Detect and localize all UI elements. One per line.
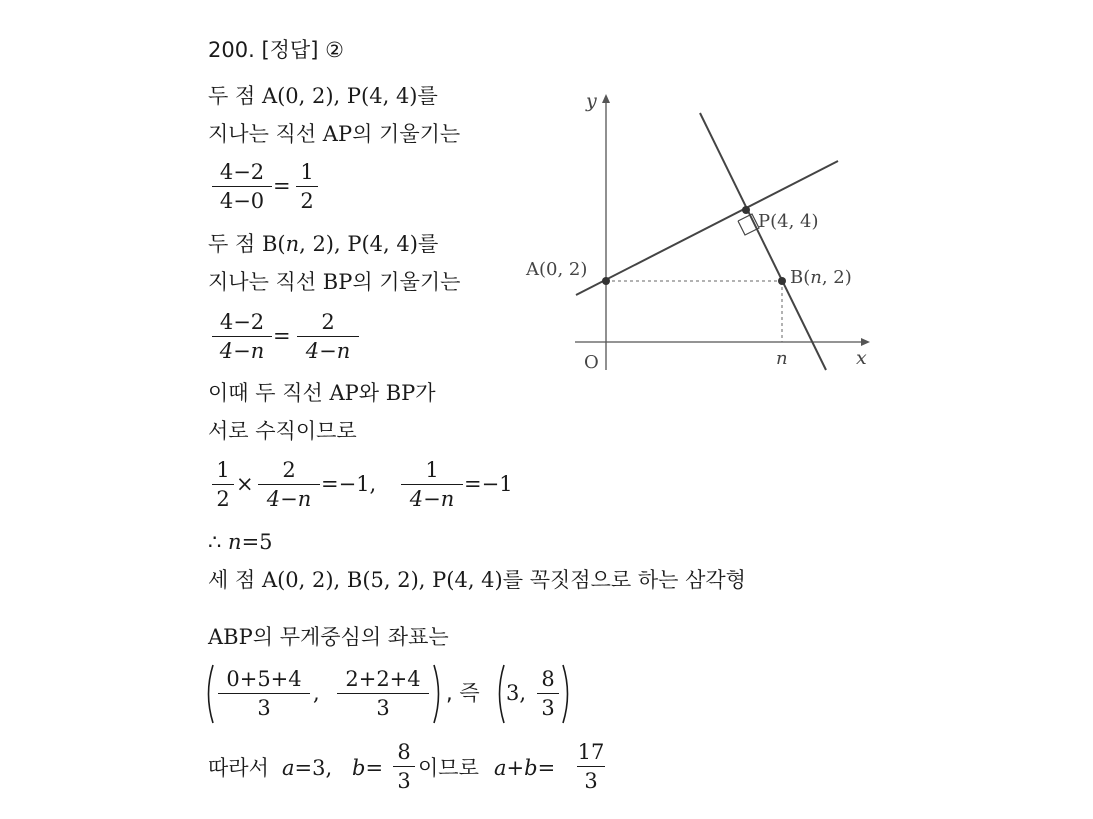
text: , 즉 xyxy=(446,681,480,705)
denominator: 2 xyxy=(216,487,230,511)
label-part: , 2) xyxy=(821,267,852,288)
label-part: B( xyxy=(790,267,811,288)
value: = xyxy=(537,756,556,780)
left-paren xyxy=(203,664,215,724)
text: 의 무게중심의 좌표는 xyxy=(252,625,449,649)
variable-n: n xyxy=(285,232,300,256)
line-name: AP xyxy=(329,381,359,405)
denominator: 4−0 xyxy=(219,189,265,213)
equals-sign: = xyxy=(273,324,291,348)
problem-number: 200. xyxy=(208,38,255,62)
fraction-bar xyxy=(212,336,272,337)
fraction-bar xyxy=(218,693,310,694)
equals-minus-one: =−1 xyxy=(464,472,513,496)
y-axis-arrow xyxy=(602,94,610,103)
a-plus-b-equals xyxy=(494,758,555,779)
fraction-centroid-x xyxy=(218,669,310,719)
fraction-bar xyxy=(401,484,463,485)
expression: a+b xyxy=(494,756,538,780)
answer-choice: ② xyxy=(325,38,344,62)
point-a xyxy=(602,277,610,285)
point-text: B( xyxy=(261,232,286,256)
equals-sign: = xyxy=(273,174,291,198)
label-n: n xyxy=(810,267,822,288)
text: 세 점 xyxy=(208,568,262,592)
line-perpendicular xyxy=(208,383,436,404)
denominator: 4−n xyxy=(266,487,312,511)
therefore-symbol: ∴ xyxy=(208,530,229,554)
fraction-bar xyxy=(297,336,359,337)
numerator: 2 xyxy=(282,458,296,482)
variable-b: b xyxy=(352,756,366,780)
comma: , xyxy=(313,681,320,705)
text: 의 기울기는 xyxy=(352,270,461,294)
line-mutually-perpendicular: 서로 수직이므로 xyxy=(208,419,357,443)
fraction-two-over xyxy=(258,460,320,510)
text: 를 xyxy=(417,232,439,256)
fraction-eight-thirds xyxy=(537,669,559,719)
line-slope-bp xyxy=(208,272,460,293)
denominator: 3 xyxy=(584,769,598,793)
denominator: 2 xyxy=(300,189,314,213)
line-name: BP xyxy=(385,381,416,405)
value: =3, xyxy=(294,756,333,780)
denominator: 4−n xyxy=(409,487,455,511)
right-paren xyxy=(432,664,444,724)
text: 지나는 직선 xyxy=(208,122,323,146)
fraction-bar xyxy=(296,186,318,187)
left-paren xyxy=(494,664,506,724)
fraction-one-over xyxy=(401,460,463,510)
numerator: 17 xyxy=(577,740,605,764)
variable-n: n xyxy=(228,530,242,554)
denominator: 3 xyxy=(397,769,411,793)
value: =5 xyxy=(241,530,273,554)
fraction-centroid-y xyxy=(337,669,429,719)
answer-tag: [정답] xyxy=(261,38,319,62)
text: 를 xyxy=(417,84,438,108)
point-b-label xyxy=(790,267,852,288)
text: 지나는 직선 xyxy=(208,270,323,294)
n-tick-label: n xyxy=(776,348,788,369)
right-angle-mark xyxy=(738,214,759,235)
fraction-slope-ap-result xyxy=(296,162,318,212)
numerator: 4−2 xyxy=(219,310,265,334)
problem-header xyxy=(208,40,344,61)
point-b xyxy=(778,277,786,285)
line-points-bp xyxy=(208,234,438,255)
text: 이때 두 직선 xyxy=(208,381,330,405)
fraction-slope-bp xyxy=(212,312,272,362)
denominator: 4−n xyxy=(219,339,265,363)
fraction-slope-bp-result xyxy=(297,312,359,362)
numerator: 2 xyxy=(321,310,335,334)
numerator: 8 xyxy=(397,740,411,764)
times-sign: × xyxy=(236,472,254,496)
numerator: 4−2 xyxy=(219,160,265,184)
line-centroid xyxy=(208,627,449,648)
fraction-bar xyxy=(212,186,272,187)
denominator: 3 xyxy=(257,696,271,720)
point-p-label: P(4, 4) xyxy=(758,211,819,232)
text: 두 점 xyxy=(208,232,262,256)
fraction-slope-ap xyxy=(212,162,272,212)
origin-label: O xyxy=(584,352,599,373)
comma-that-is xyxy=(446,683,480,704)
numerator: 1 xyxy=(216,458,230,482)
numerator: 8 xyxy=(541,667,555,691)
point-text: , 2), P(4, 4) xyxy=(299,232,418,256)
y-axis-label: y xyxy=(586,90,597,112)
denominator: 3 xyxy=(376,696,390,720)
text: 와 xyxy=(358,381,386,405)
line-bp xyxy=(700,113,826,370)
line-name: BP xyxy=(322,270,353,294)
line-name: AP xyxy=(322,122,353,146)
numerator: 1 xyxy=(300,160,314,184)
value: = xyxy=(365,756,384,780)
numerator: 2+2+4 xyxy=(345,667,421,691)
text: 를 꼭짓점으로 하는 삼각형 xyxy=(502,568,746,592)
fraction-final xyxy=(577,742,605,792)
a-equals xyxy=(282,758,332,779)
numerator: 1 xyxy=(425,458,439,482)
text: 의 기울기는 xyxy=(352,122,461,146)
b-equals xyxy=(352,758,383,779)
x-axis-label: x xyxy=(856,347,867,369)
denominator: 4−n xyxy=(305,339,351,363)
denominator: 3 xyxy=(541,696,555,720)
line-conclusion-mid: 이므로 xyxy=(418,756,479,780)
line-therefore xyxy=(208,532,273,553)
coordinate-graph xyxy=(520,85,890,380)
centroid-x-value: 3, xyxy=(506,681,527,705)
line-three-points xyxy=(208,570,746,591)
fraction-bar xyxy=(212,484,234,485)
triangle-name: ABP xyxy=(208,625,253,649)
fraction-bar xyxy=(258,484,320,485)
equals-minus-one: =−1, xyxy=(321,472,377,496)
right-paren xyxy=(561,664,573,724)
line-slope-ap xyxy=(208,124,460,145)
fraction-b-value xyxy=(393,742,415,792)
fraction-bar xyxy=(537,693,559,694)
fraction-half xyxy=(212,460,234,510)
fraction-bar xyxy=(577,766,605,767)
x-axis-arrow xyxy=(861,338,870,346)
numerator: 0+5+4 xyxy=(226,667,302,691)
text: 두 점 xyxy=(208,84,262,108)
point-p xyxy=(742,206,750,214)
variable-a: a xyxy=(282,756,295,780)
points-text: A(0, 2), P(4, 4) xyxy=(261,84,418,108)
text: 가 xyxy=(415,381,436,405)
point-a-label: A(0, 2) xyxy=(526,259,588,280)
line-points-ap xyxy=(208,86,438,107)
line-conclusion-prefix: 따라서 xyxy=(208,756,269,780)
fraction-bar xyxy=(337,693,429,694)
points-text: A(0, 2), B(5, 2), P(4, 4) xyxy=(261,568,503,592)
fraction-bar xyxy=(393,766,415,767)
